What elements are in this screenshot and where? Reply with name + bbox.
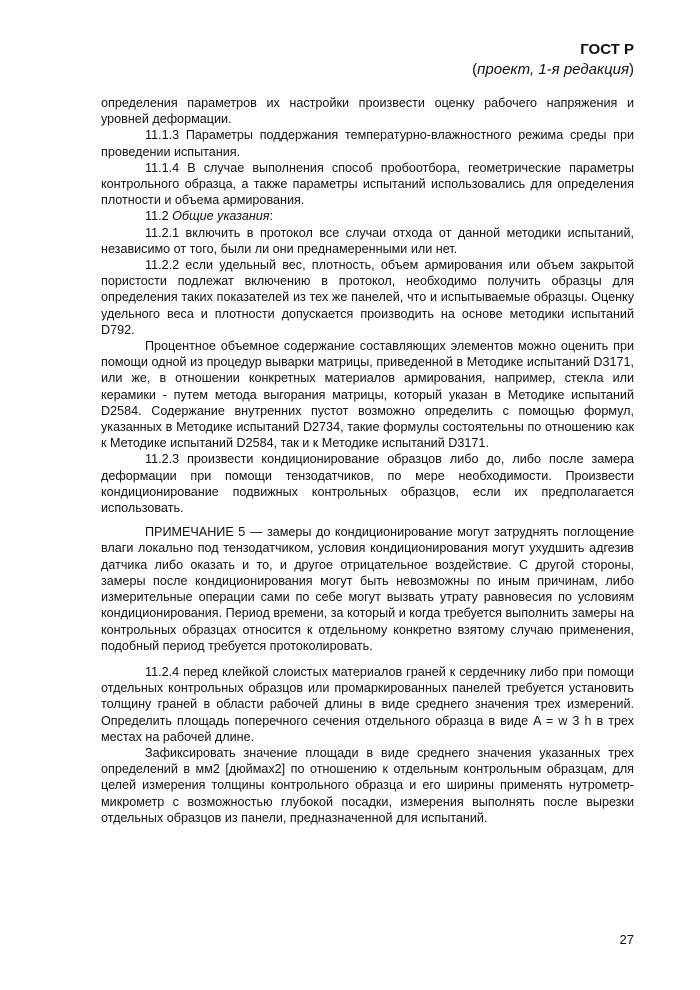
standard-code: ГОСТ Р <box>580 41 634 58</box>
page-number: 27 <box>619 932 634 947</box>
paragraph-11-2-4: 11.2.4 перед клейкой слоистых материалов граней к сердечнику либо при помощи отдельных контрольных образцов или промаркированных панелей требуется установить толщину граней в области рабочей длины в виде среднего значения трех измерений. Определить площадь поперечного сечения отдельного образца в виде A = w 3 h в трех местах на рабочей длине. <box>101 664 634 744</box>
paragraph-11-1-3: 11.1.3 Параметры поддержания температурно-влажностного режима среды при проведении испытания. <box>101 128 634 159</box>
edition-text: проект, 1-я редакция <box>477 61 629 78</box>
paragraph-11-1-4: 11.1.4 В случае выполнения способ пробоотбора, геометрические параметры контрольного образца, а также параметры испытаний использовались для определения плотности и объема армирования. <box>101 160 634 208</box>
document-body <box>101 95 634 826</box>
paragraph-continuation: определения параметров их настройки произвести оценку рабочего напряжения и уровней деформации. <box>101 96 634 127</box>
paragraph-area-record: Зафиксировать значение площади в виде среднего значения указанных трех определений в мм2 [дюймах2] по отношению к отдельным контрольным образцам, для целей измерения толщины контрольного образца и его ширины применять нутрометр-микрометр с возможностью глубокой посадки, измерения выполнять после вырезки отдельных образцов из панели, предназначенной для испытаний. <box>101 745 634 825</box>
paragraph-volume-content: Процентное объемное содержание составляющих элементов можно оценить при помощи одной из процедур выварки матрицы, приведенной в Методике испытаний D3171, или же, в отношении конкретных материалов армирования, например, стекла или керамики - путем метода выгорания матрицы, который указан в Методике испытаний D2584. Содержание внутренних пустот возможно определить с помощью формул, указанных в Методике испытаний D2734, такие формулы состоятельны по отношению как к Методике испытаний D2584, так и к Методике испытаний D3171. <box>101 339 634 451</box>
paragraph-11-2-2: 11.2.2 если удельный вес, плотность, объем армирования или объем закрытой пористости подлежат включению в протокол, необходимо получить образцы для определения таких показателей из тех же панелей, что и испытываемые образцы. Оценку удельного веса и плотности допускается производить на основе методики испытаний D792. <box>101 258 634 337</box>
document-header <box>472 40 634 80</box>
section-title: Общие указания <box>172 209 270 224</box>
paragraph-11-2-3: 11.2.3 произвести кондиционирование образцов либо до, либо после замера деформации при помощи тензодатчиков, по мере необходимости. Произвести кондиционирование подвижных контрольных образцов, если их предполагается использовать. <box>101 452 634 516</box>
section-heading-11-2: 11.2 Общие указания: <box>145 209 274 224</box>
section-number: 11.2 <box>145 209 173 224</box>
edition-note: (проект, 1-я редакция) <box>472 61 634 78</box>
note-5: ПРИМЕЧАНИЕ 5 — замеры до кондиционирование могут затруднять поглощение влаги локально под тензодатчиком, условия кондиционирования могут ухудшить адгезив датчика либо оказать и то, и другое отрицательное воздействие. С другой стороны, замеры после кондиционирования могут быть невозможны по иным причинам, либо измерительные операции сами по себе могут вызвать утрату равновесия по условиям кондиционирования. Период времени, за который и когда требуется выполнить замеры на контрольных образцах относится к отдельному конкретно взятому случаю применения, подобный период требуется протоколировать. <box>101 525 634 653</box>
paragraph-11-2-1: 11.2.1 включить в протокол все случаи отхода от данной методики испытаний, независимо от того, были ли они преднамеренными или нет. <box>101 225 634 256</box>
